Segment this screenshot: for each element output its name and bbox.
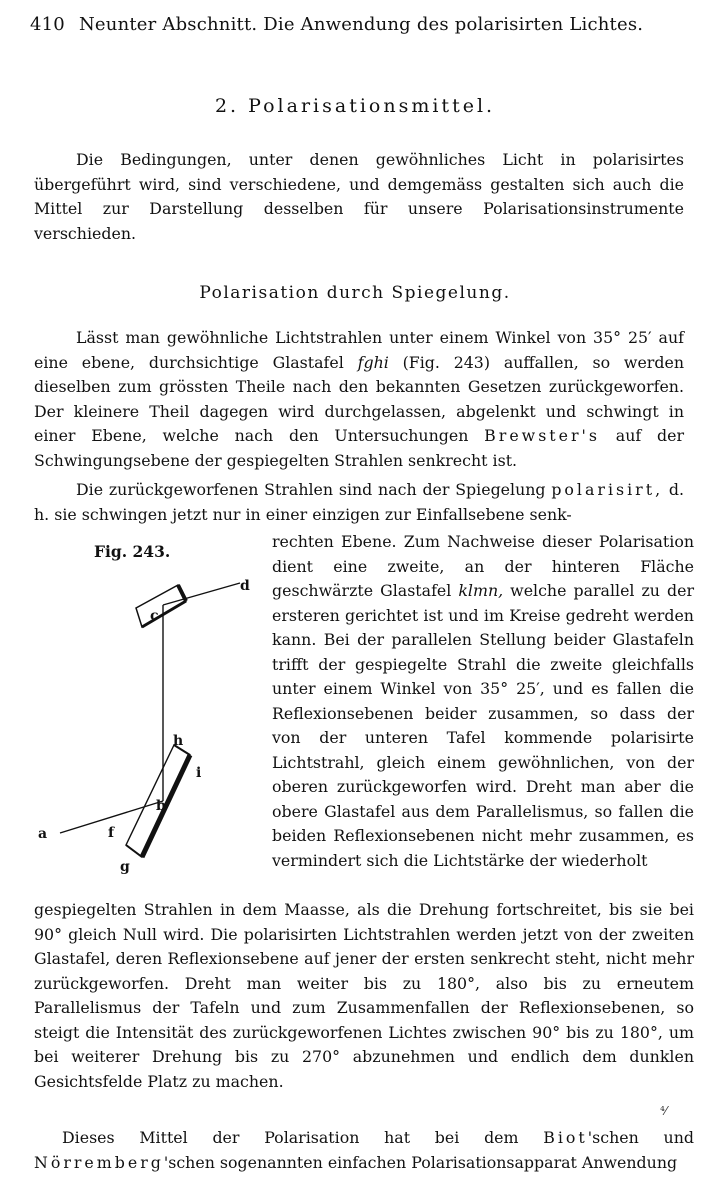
subsection-title: Polarisation durch Spiegelung. <box>199 283 511 303</box>
paragraph-1 <box>34 326 684 473</box>
paragraph-1-text-c: auf der Schwingungsebene der gespiegelten Strahlen senkrecht ist. <box>34 426 684 470</box>
paragraph-2-continuation: gespiegelten Strahlen in dem Maasse, als die Drehung fortschreitet, bis sie bei 90° gleich Null wird. Die polarisirten Lichtstrahlen werden jetzt von der zweiten Glastafel, deren Reflexionsebene auf jener der ersten senkrecht steht, nicht mehr zurückgeworfen. Dreht man weiter bis zu 180°, also bis zu erneutem Parallelismus der Tafeln und zum Zusammenfallen der Reflexionsebenen, so steigt die Intensität des zurückgeworfenen Lichtes zwischen 90° bis zu 180°, um bei weiterer Drehung bis zu 270° abzunehmen und endlich dem dunklen Gesichtsfelde Platz zu machen. <box>34 900 694 1091</box>
label-c: c <box>150 608 159 624</box>
paragraph-3-text-b: 'schen und <box>587 1128 694 1147</box>
plate-label-fghi: fghi <box>357 352 389 372</box>
plate-label-klmn: klmn, <box>458 581 504 600</box>
paragraph-2-side-a: rechten Ebene. Zum Nachweise dieser Polarisation dient eine zweite, an der hinteren Fläche geschwärzte Glastafel <box>272 532 694 600</box>
paragraph-2-text-b: d. h. sie schwingen jetzt nur in einer einzigen zur Einfallsebene senk- <box>34 480 684 524</box>
paragraph-1-text-a: Lässt man gewöhnliche Lichtstrahlen unter einem Winkel von 35° 25′ auf eine ebene, durchsichtige Glastafel <box>34 328 684 372</box>
figure-diagram <box>30 565 270 885</box>
section-title: 2. Polarisationsmittel. <box>214 95 496 117</box>
label-f: f <box>108 825 115 841</box>
figure-243 <box>30 565 270 885</box>
paragraph-1-text-b: (Fig. 243) auffallen, so werden dieselben zum grössten Theile nach den bekannten Gesetzen zurückgeworfen. Der kleinere Theil dagegen wird durchgelassen, abgelenkt und schwingt in einer Ebene, welche nach den Untersuchungen <box>34 352 684 445</box>
name-noerremberg: Nörremberg <box>34 1152 164 1172</box>
running-title: Neunter Abschnitt. Die Anwendung des polarisirten Lichtes. <box>78 14 644 35</box>
running-header <box>30 14 680 42</box>
paragraph-2 <box>34 478 684 527</box>
term-polarisirt: polarisirt, <box>551 480 664 499</box>
paragraph-3 <box>34 1126 694 1175</box>
margin-mark: ⁴⁄ <box>660 1104 667 1118</box>
intro-paragraph: Die Bedingungen, unter denen gewöhnliches Licht in polarisirtes übergeführt wird, sind verschiedene, und demgemäss gestalten sich auch die Mittel zur Darstellung desselben für unsere Polarisationsinstrumente verschieden. <box>34 150 684 243</box>
label-d: d <box>240 578 250 594</box>
label-b: b <box>156 798 166 814</box>
page-number: 410 <box>30 14 65 35</box>
label-a: a <box>38 826 48 842</box>
label-h: h <box>173 733 184 749</box>
paragraph-2-side-text <box>272 530 694 873</box>
name-brewster: Brewster's <box>484 426 601 445</box>
lower-plate-bottom <box>126 845 142 857</box>
label-g: g <box>120 859 130 875</box>
name-biot: Biot <box>543 1128 588 1147</box>
paragraph-2-text-a: Die zurückgeworfenen Strahlen sind nach der Spiegelung <box>76 480 552 499</box>
paragraph-2-side-b: welche parallel zu der ersteren gerichtet ist und im Kreise gedreht werden kann. Bei der parallelen Stellung beider Glastafeln trifft der gespiegelte Strahl die zweite gleichfalls unter einem Winkel von 35° 25′, und es fallen die Reflexionsebenen beider zusammen, so dass der von der unteren Tafel kommende polarisirte Lichtstrahl, gleich einem gewöhnlichen, von der oberen zurückgeworfen wird. Dreht man aber die obere Glastafel aus dem Parallelismus, so fallen die beiden Reflexionsebenen nicht mehr zusammen, es vermindert sich die Lichtstärke der wiederholt <box>272 581 695 870</box>
figure-caption: Fig. 243. <box>94 542 171 561</box>
paragraph-3-text-c: 'schen sogenannten einfachen Polarisationsapparat Anwendung <box>163 1152 678 1172</box>
label-i: i <box>196 765 202 781</box>
paragraph-3-text-a: Dieses Mittel der Polarisation hat bei dem <box>62 1128 544 1147</box>
